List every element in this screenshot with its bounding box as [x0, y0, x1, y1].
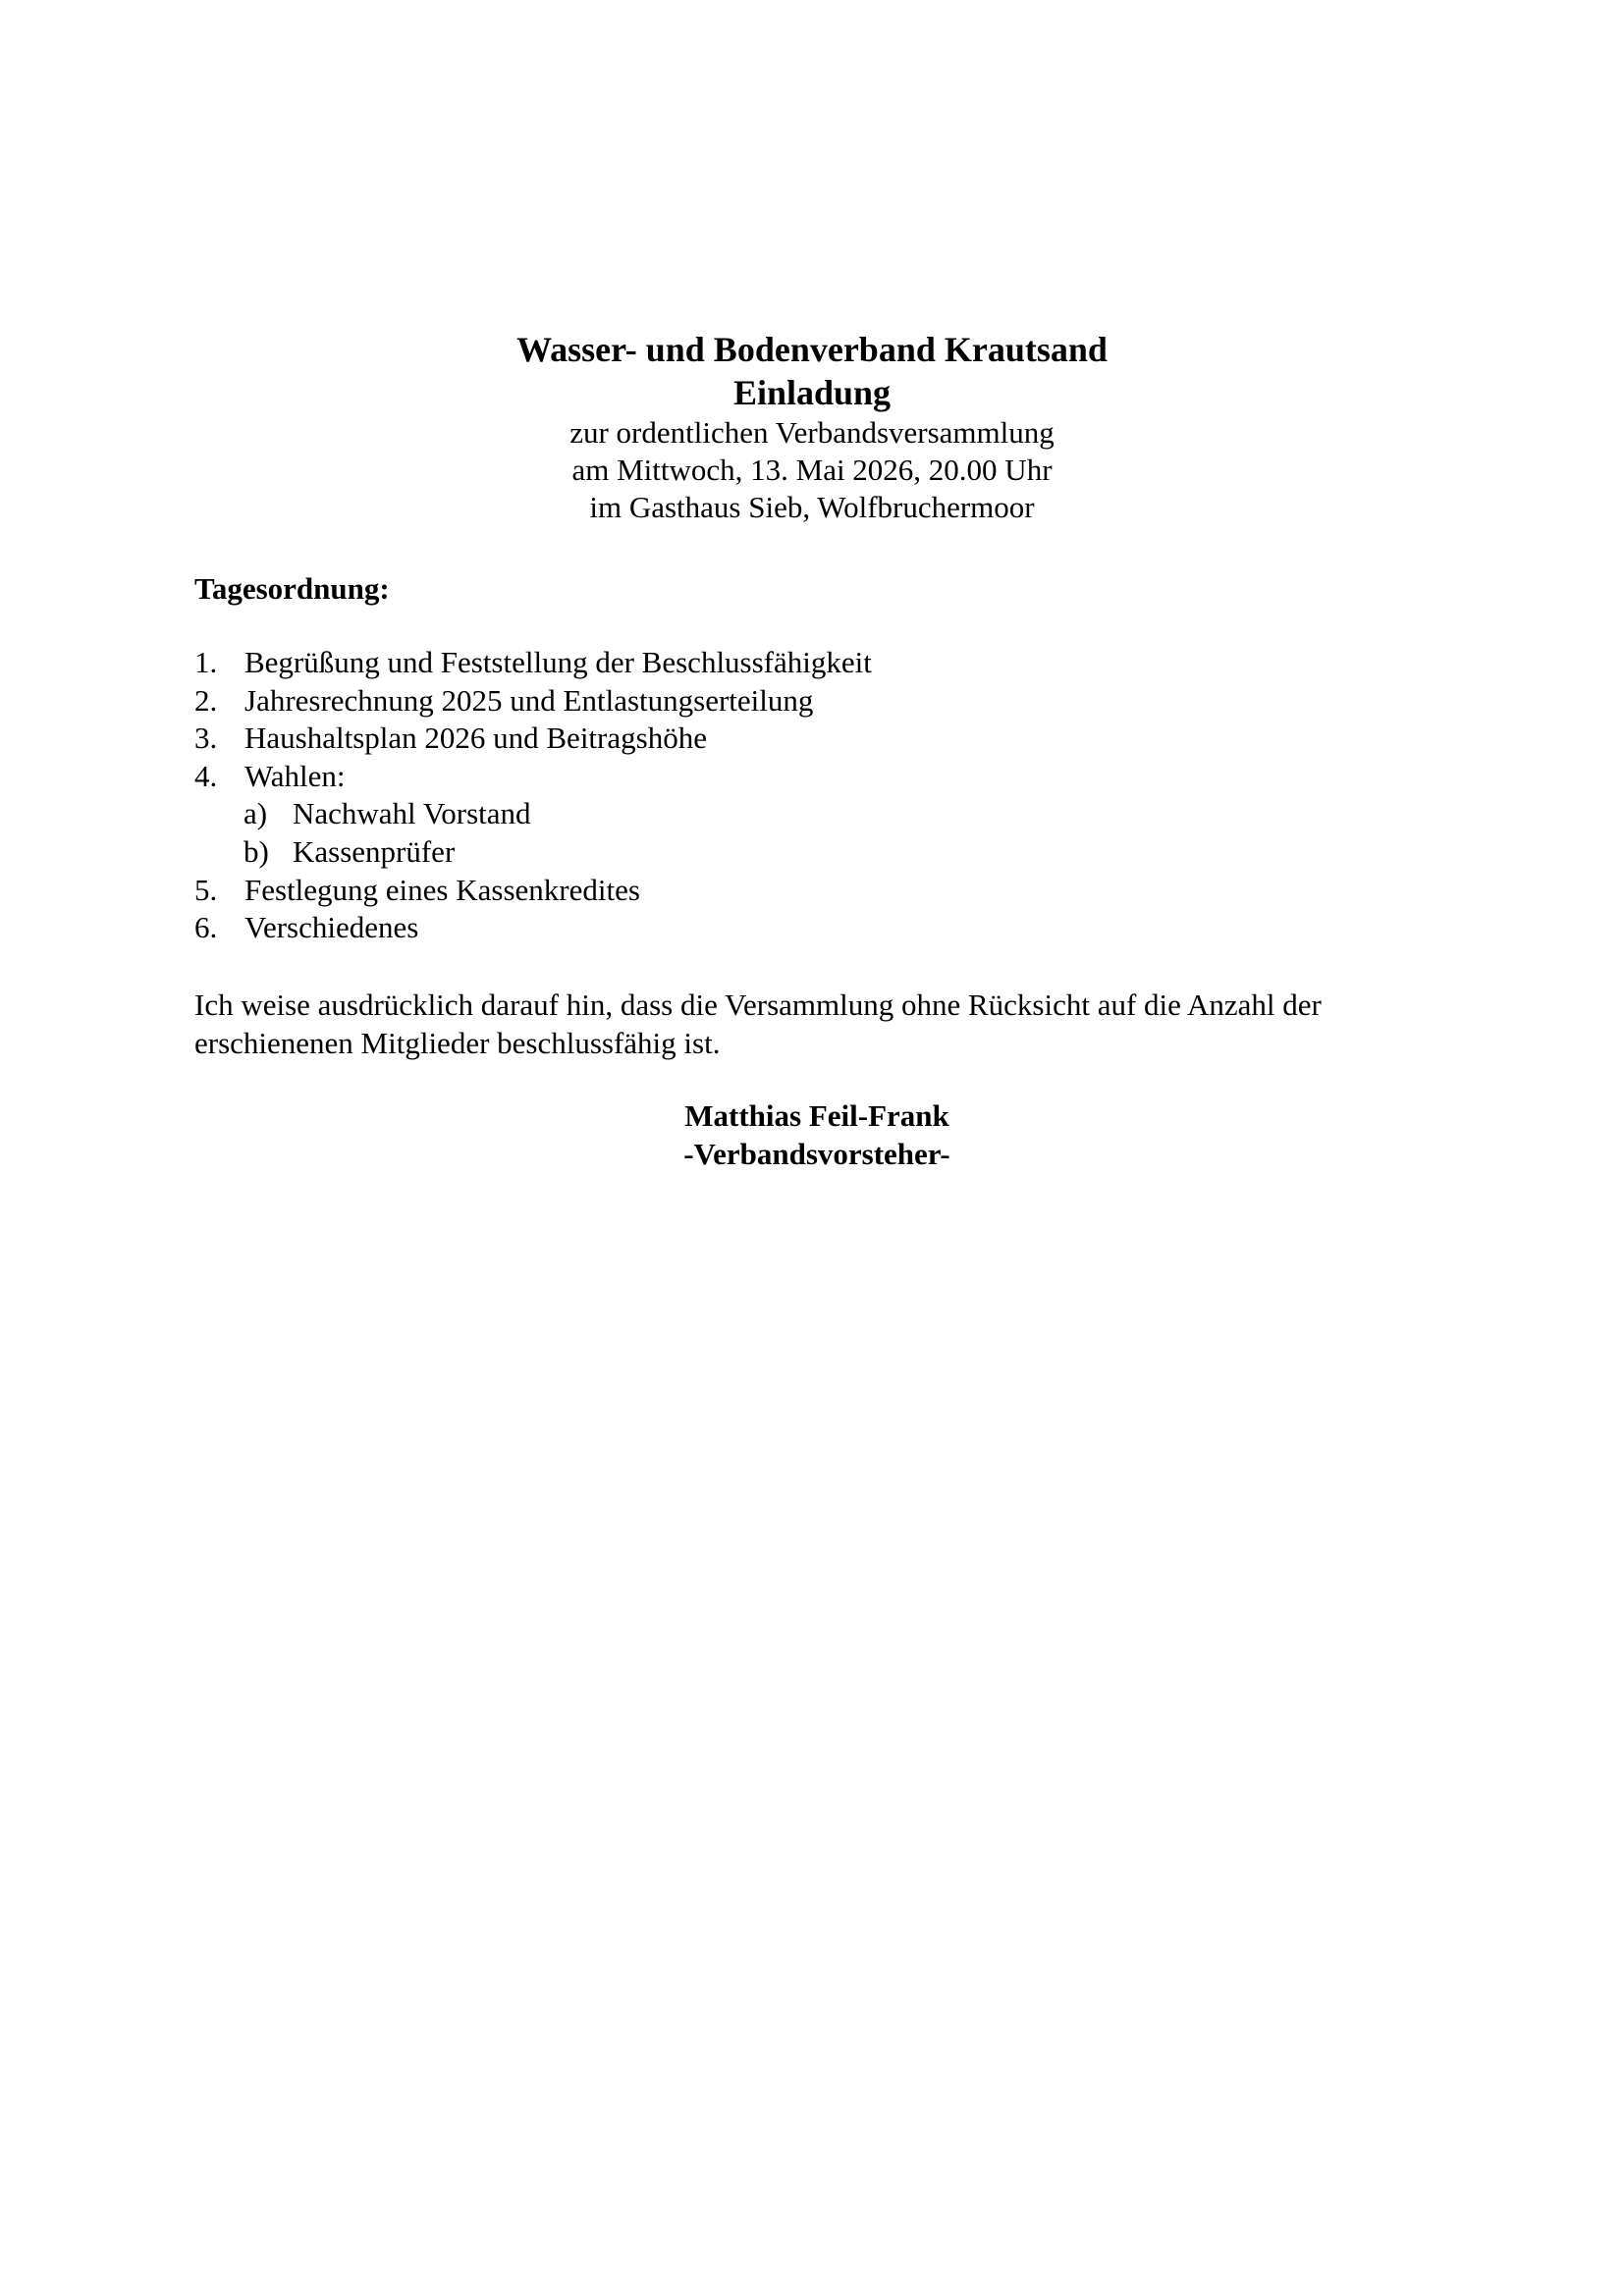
agenda-item [194, 644, 1471, 682]
organization-title: Wasser- und Bodenverband Krautsand [516, 330, 1108, 369]
agenda-item-number: 6. [194, 910, 218, 945]
document-header [0, 328, 1624, 526]
document-type-title: Einladung [732, 373, 892, 412]
signatory-role: -Verbandsvorsteher- [683, 1136, 950, 1171]
agenda-item-number: 5. [194, 872, 218, 907]
agenda-item [194, 872, 1471, 910]
agenda-sub-item [194, 833, 1471, 872]
agenda-item-text: Festlegung eines Kassenkredites [244, 872, 640, 907]
agenda-item-text: Verschiedenes [244, 910, 419, 945]
signature-block [0, 1097, 1624, 1173]
agenda-item-text: Jahresrechnung 2025 und Entlastungserteilung [244, 682, 814, 718]
meeting-type: zur ordentlichen Verbandsversammlung [569, 415, 1055, 450]
meeting-location: im Gasthaus Sieb, Wolfbruchermoor [589, 490, 1035, 524]
agenda-item-number: 4. [194, 758, 218, 793]
agenda-item-number: 2. [194, 682, 218, 718]
agenda-item [194, 682, 1471, 721]
agenda-item-number: 3. [194, 721, 218, 756]
agenda-sub-item-letter: a) [244, 796, 268, 831]
agenda-sub-item-letter: b) [244, 833, 269, 869]
meeting-date: am Mittwoch, 13. Mai 2026, 20.00 Uhr [571, 453, 1053, 487]
agenda-heading: Tagesordnung: [194, 571, 390, 606]
agenda-sub-item-text: Kassenprüfer [293, 833, 456, 869]
agenda-sub-item-text: Nachwahl Vorstand [293, 796, 531, 831]
agenda-item [194, 720, 1471, 758]
agenda-list [194, 644, 1471, 947]
signatory-name: Matthias Feil-Frank [684, 1098, 949, 1133]
agenda-sub-item [194, 795, 1471, 833]
agenda-item-number: 1. [194, 645, 218, 679]
agenda-item [194, 758, 1471, 796]
agenda-item-text: Haushaltsplan 2026 und Beitragshöhe [244, 721, 707, 756]
agenda-item-text: Wahlen: [244, 758, 346, 793]
agenda-item-text: Begrüßung und Feststellung der Beschlussfähigkeit [244, 645, 872, 679]
agenda-item [194, 909, 1471, 947]
quorum-notice: Ich weise ausdrücklich darauf hin, dass die Versammlung ohne Rücksicht auf die Anzahl der erschienenen Mitglieder beschlussfähig ist. [194, 988, 1322, 1060]
